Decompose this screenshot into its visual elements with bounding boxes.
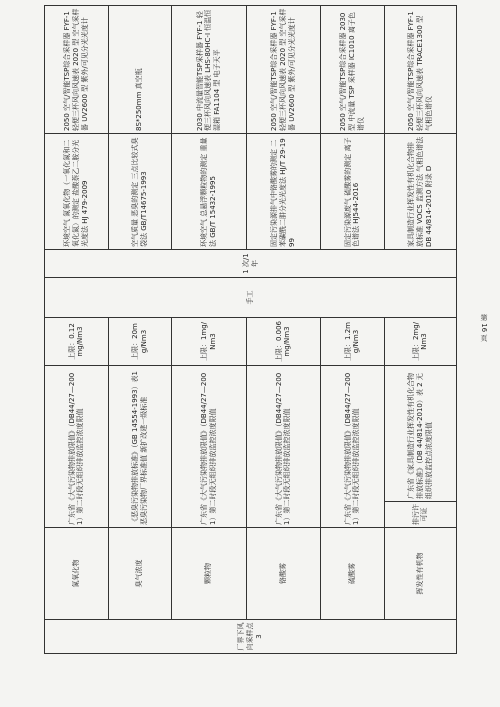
- monitoring-plan-sheet: [44, 6, 457, 654]
- table-row: [246, 6, 321, 654]
- instrument-cell: 2050 空气/智能TSP综合采样器 2030 型 中流量 TSP 采样器 IC1010 离子色谱仪: [321, 6, 385, 134]
- monitoring-table: [44, 5, 457, 654]
- pollutant-cell: 氮氧化物: [45, 528, 109, 620]
- standard-cell: 广东省《大气污染物排放限值》（DB44/27—2001）第二时段无组织排放监控浓度限值: [45, 366, 109, 528]
- method-cell: 空气质量 恶臭的测定 三点比较式臭袋法 GB/T14675-1993: [108, 134, 172, 250]
- standard-cell: 广东省《大气污染物排放限值》（DB44/27—2001）第二时段无组织排放监控浓度限值: [172, 366, 247, 528]
- frequency-cell: 1 次/1 年: [45, 250, 457, 278]
- standard-cell: 广东省《大气污染物排放限值》（DB44/27—2001）第二时段无组织排放监控浓度限值: [246, 366, 321, 528]
- table-row: [108, 6, 172, 654]
- pollutant-cell: 臭气浓度: [108, 528, 172, 620]
- instrument-cell: 8S*250mm 真空瓶: [108, 6, 172, 134]
- method-cell: 固定污染源废气 硫酸雾的测定 离子色谱法 HJ544-2016: [321, 134, 385, 250]
- limit-cell: 上限：20mg/Nm3: [108, 318, 172, 366]
- standard-cell: 广东省《大气污染物排放限值》（DB44/27—2001）第二时段无组织排放监控浓度限值: [321, 366, 385, 528]
- sampling-mode-cell: 手工: [45, 278, 457, 318]
- limit-cell: 上限：0.12mg/Nm3: [45, 318, 109, 366]
- sampling-point-cell: 厂界下风向采样点3: [45, 620, 457, 654]
- standard-code-cell: 排污许可证: [384, 502, 456, 528]
- instrument-cell: 2050 空气/智能TSP综合采样器 FYF-1 轻便三杯风向风速表 TRACE1300 型 气相色谱仪: [384, 6, 456, 134]
- table-row: [384, 6, 456, 654]
- table-row: [321, 6, 385, 654]
- pollutant-cell: 铬酸雾: [246, 528, 321, 620]
- limit-cell: 上限：1.2mg/Nm3: [321, 318, 385, 366]
- limit-cell: 上限：1mg/Nm3: [172, 318, 247, 366]
- instrument-cell: 2050 空气/智能TSP综合采样器 FYF-1 轻便三杯风向风速表 2020 型 空气采样器 UV2600 型 紫外/可见分光光度计: [246, 6, 321, 134]
- instrument-cell: 2050 空气/智能TSP综合采样器 FYF-1 轻便三杯风向风速表 2020 型 空气采样器 UV2600 型 紫外/可见分光光度计: [45, 6, 109, 134]
- standard-cell: 广东省《家具制造行业挥发性有机化合物排放标准》（DB 44/814-2010）表 2 无组织排放监控点浓度限值: [384, 366, 456, 502]
- page-number: 第 16 页: [480, 314, 488, 342]
- pollutant-cell: 颗粒物: [172, 528, 247, 620]
- limit-cell: 上限：0.006mg/Nm3: [246, 318, 321, 366]
- method-cell: 环境空气 氮氧化物（一氧化氮和二氧化氮）的测定 盐酸萘乙二胺分光光度法 HJ 479-2009: [45, 134, 109, 250]
- table-row: [45, 6, 109, 654]
- instrument-cell: 2030 中流量智能TSP采样器 FYF-1 轻便三杯风向风速表 LHS-80HC-I 恒温恒湿箱 FA1104 型 电子天平: [172, 6, 247, 134]
- standard-cell: 《恶臭污染物排放标准》（GB 14554-1993）表1 恶臭污染物厂界标准值 新扩改建一级标准: [108, 366, 172, 528]
- pollutant-cell: 硫酸雾: [321, 528, 385, 620]
- method-cell: 家具制造行业挥发性有机化合物排放标准 VOCS 监测方法 气相色谱法 DB 44/814-2010 附录 D: [384, 134, 456, 250]
- method-cell: 固定污染源排气中铬酸雾的测定 二苯碳酰二肼分光光度法 HJ/T 29-1999: [246, 134, 321, 250]
- pollutant-cell: 挥发性有机物: [384, 528, 456, 620]
- table-row: [172, 6, 247, 654]
- limit-cell: 上限：2mg/Nm3: [384, 318, 456, 366]
- method-cell: 环境空气 总悬浮颗粒物的测定 重量法 GB/T 15432-1995: [172, 134, 247, 250]
